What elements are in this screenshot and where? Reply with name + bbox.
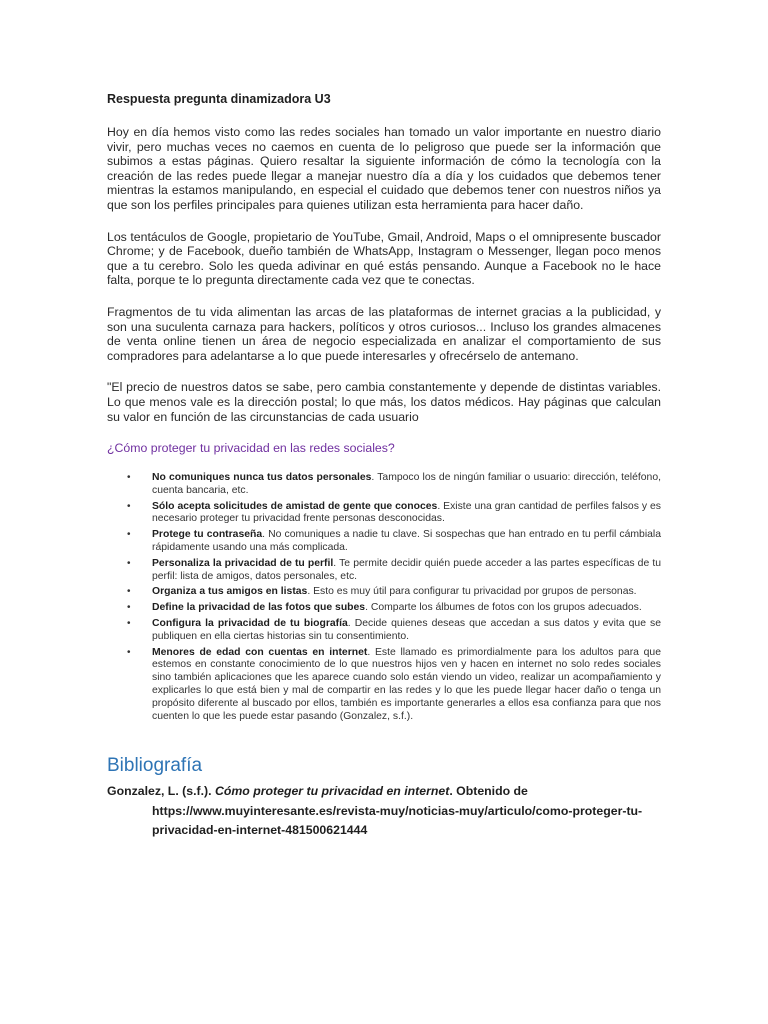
paragraph-intro: Hoy en día hemos visto como las redes sociales han tomado un valor importante en nuestro diario vivir, pero muchas veces no caemos en cuenta de lo peligroso que puede ser la información que subimos a estas páginas. Quiero resaltar la siguiente información de cómo la tecnología con la creación de las redes puede llegar a manejar nuestro día a día y los cuidados que debemos tener mientras la estamos manipulando, en especial el cuidado que debemos tener con nuestros niños ya que son los perfiles principales para quienes utilizan esta herramienta para hacer daño. — [107, 125, 661, 212]
list-item — [127, 586, 661, 599]
list-item — [127, 646, 661, 724]
tip-text: . Este llamado es primordialmente para los adultos para que estemos en constante conocimiento de lo que nuestros hijos ven y hacen en internet no solo redes sociales sino también aplicaciones que les aparece cuando solo están viendo un video, realizar un acompañamiento y explicarles lo que está bien y mal de compartir en las redes y lo que les puede llegar hacer daño o tenga un propósito diferente al buscado por ellos, también es importante generarles a ellos esa confianza para que nos cuenten lo que les puede estar pasando (Gonzalez, s.f.). — [152, 646, 661, 722]
list-item — [127, 618, 661, 644]
bullet-icon: • — [127, 618, 131, 630]
tip-bold: Configura la privacidad de tu biografía — [152, 618, 348, 630]
bullet-icon: • — [127, 557, 131, 569]
tip-bold: Protege tu contraseña — [152, 529, 263, 541]
tip-bold: Organiza a tus amigos en listas — [152, 586, 308, 598]
tip-bold: Personaliza la privacidad de tu perfil — [152, 557, 334, 569]
bibliography-reference — [107, 782, 661, 841]
tip-text: . Comparte los álbumes de fotos con los grupos adecuados. — [365, 602, 642, 614]
list-item — [127, 602, 661, 615]
tip-text: . Existe una gran cantidad de perfiles falsos y es necesario proteger tu privacidad frente personas desconocidas. — [152, 500, 662, 525]
tip-text: . Decide quienes deseas que accedan a sus datos y evita que se publiquen en ella ciertas historias sin tu consentimiento. — [152, 618, 661, 642]
tip-bold: Menores de edad con cuentas en internet — [152, 646, 368, 658]
list-item — [127, 529, 661, 555]
paragraph-fragments: Fragmentos de tu vida alimentan las arcas de las plataformas de internet gracias a la publicidad, y son una suculenta carnaza para hackers, políticos y otros curiosos... Incluso los grandes almacenes de venta online tienen un área de negocio especializada en analizar el comportamiento de sus compradores para adelantarse a lo que puede interesarles y ofrecérselo de antemano. — [107, 304, 661, 363]
tip-text: . Esto es muy útil para configurar tu privacidad por grupos de personas. — [307, 586, 637, 598]
tip-text: . No comuniques a nadie tu clave. Si sospechas que han entrado en tu perfil cámbiala rápidamente usando una más complicada. — [152, 529, 661, 554]
bullet-icon: • — [127, 586, 131, 598]
tip-bold: No comuniques nunca tus datos personales — [152, 472, 372, 484]
bullet-icon: • — [127, 500, 131, 512]
tip-bold: Sólo acepta solicitudes de amistad de gente que conoces — [152, 500, 438, 512]
bullet-icon: • — [127, 529, 131, 541]
privacy-tips-list — [107, 472, 661, 723]
bullet-icon: • — [127, 646, 131, 658]
tip-text: . Te permite decidir quién puede acceder a las partes específicas de tu perfil: lista de amigos, datos personales, etc. — [152, 557, 661, 582]
bibliography-heading: Bibliografía — [107, 755, 203, 777]
reference-obtained: . Obtenido de — [449, 784, 528, 799]
bullet-icon: • — [127, 602, 131, 614]
document-title: Respuesta pregunta dinamizadora U3 — [107, 92, 331, 106]
list-item — [127, 557, 661, 584]
privacy-question-heading: ¿Cómo proteger tu privacidad en las redes sociales? — [107, 441, 395, 456]
document-body — [107, 92, 661, 841]
tip-bold: Define la privacidad de las fotos que subes — [152, 602, 366, 614]
paragraph-data-price: "El precio de nuestros datos se sabe, pero cambia constantemente y depende de distintas variables. Lo que menos vale es la dirección postal; lo que más, los datos médicos. Hay páginas que calculan su valor en función de las circunstancias de cada usuario — [107, 380, 661, 424]
reference-title: Cómo proteger tu privacidad en internet — [214, 784, 450, 799]
list-item — [127, 500, 662, 527]
tip-text: . Tampoco los de ningún familiar o usuario: dirección, teléfono, cuenta bancaria, etc. — [152, 472, 661, 496]
bullet-icon: • — [127, 472, 131, 484]
list-item — [127, 472, 661, 498]
paragraph-google-facebook: Los tentáculos de Google, propietario de YouTube, Gmail, Android, Maps o el omnipresente buscador Chrome; y de Facebook, dueño también de WhatsApp, Instagram o Messenger, llegan poco menos que a tu cerebro. Solo les queda adivinar en qué estás pensando. Aunque a Facebook no le hace falta, porque te lo pregunta directamente cada vez que te conectas. — [107, 229, 661, 288]
reference-author: Gonzalez, L. (s.f.). — [107, 784, 215, 799]
reference-url: https://www.muyinteresante.es/revista-muy/noticias-muy/articulo/como-proteger-tu-privacidad-en-internet-481500621444 — [152, 803, 643, 838]
